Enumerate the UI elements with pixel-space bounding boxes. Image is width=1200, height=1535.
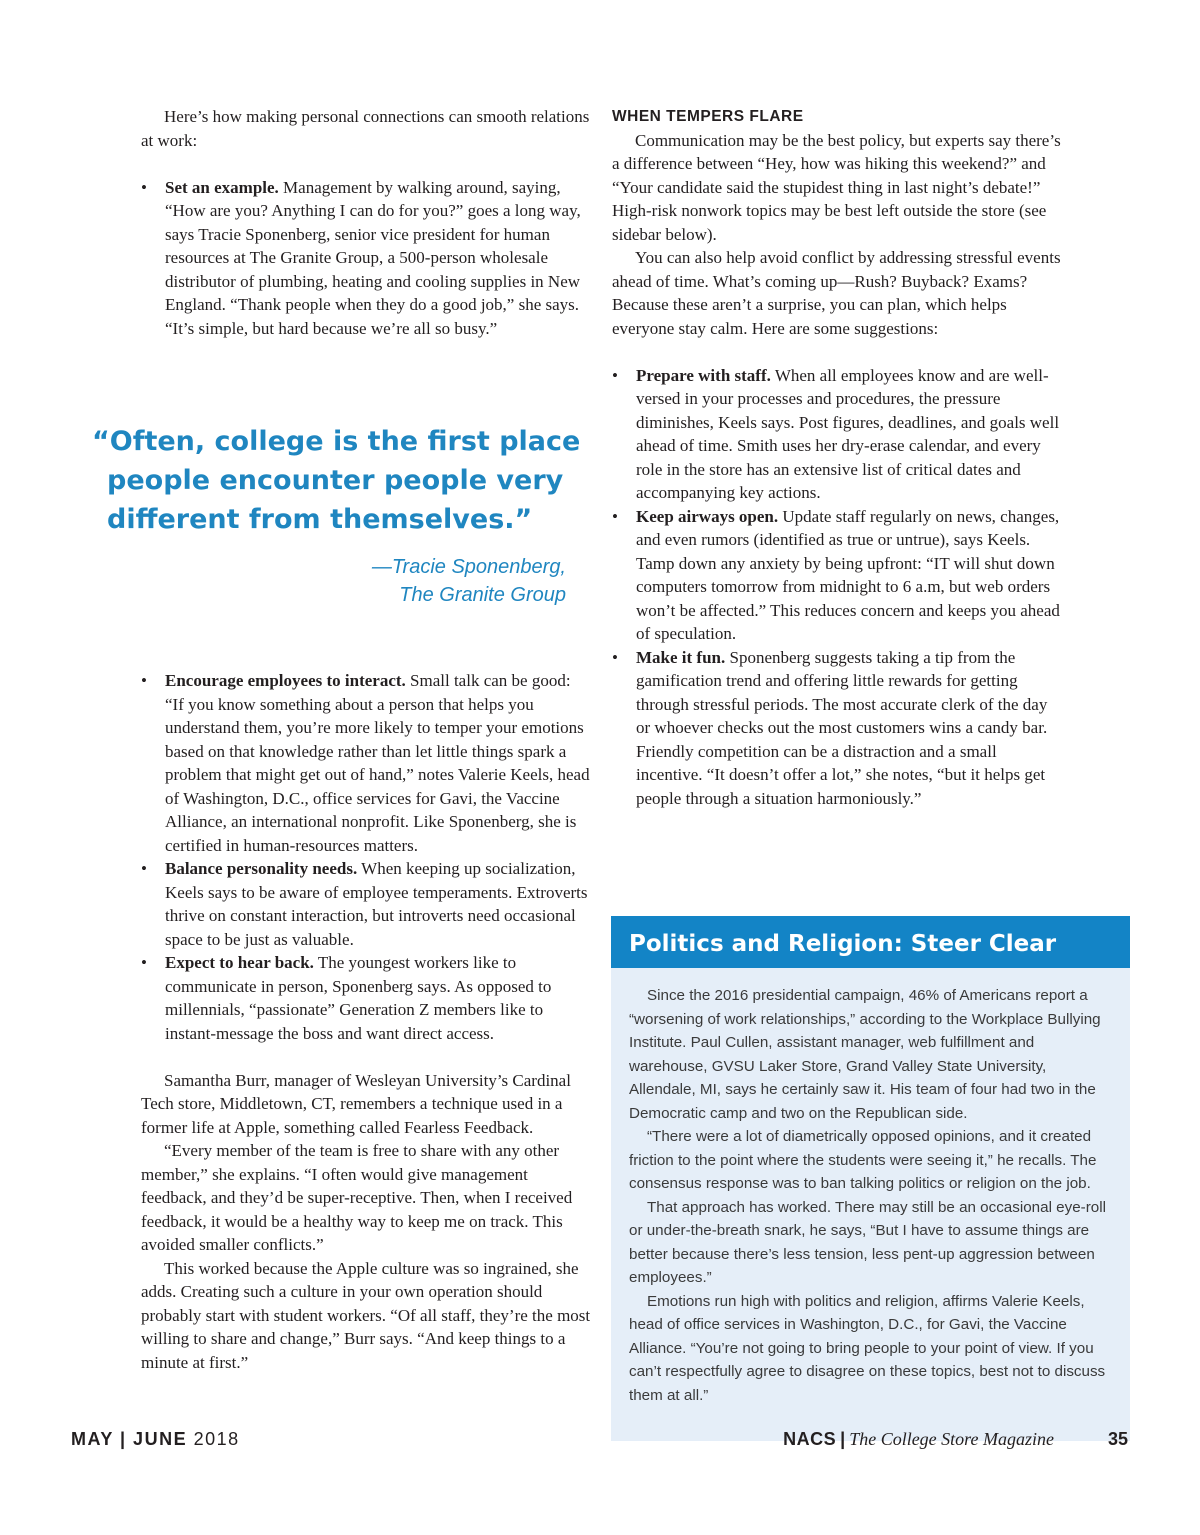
pull-quote xyxy=(92,422,581,609)
pull-quote-line: different from themselves.” xyxy=(107,504,533,535)
pull-quote-line: people encounter people very xyxy=(107,465,564,496)
sidebar-body xyxy=(611,968,1130,1407)
tip-lead: Keep airways open. xyxy=(636,506,779,526)
sidebar-paragraph: That approach has worked. There may still be an occasional eye-roll or under-the-breath snark, he says, “But I have to assume things are better because there’s less tension, less pent-up aggression between employees.” xyxy=(629,1198,1106,1286)
sidebar-box xyxy=(611,916,1130,1441)
left-column-top xyxy=(141,105,591,340)
spacer xyxy=(141,152,591,176)
magazine-title: The College Store Magazine xyxy=(849,1429,1054,1449)
body-paragraph: You can also help avoid conflict by addressing stressful events ahead of time. What’s coming up—Rush? Buyback? Exams? Because these aren’t a surprise, you can plan, which helps everyone stay calm. Here are some suggestions: xyxy=(612,248,1061,338)
sidebar-paragraph: Since the 2016 presidential campaign, 46% of Americans report a “worsening of work relationships,” according to the Workplace Bullying Institute. Paul Cullen, assistant manager, web fulfillment and warehouse, GVSU Laker Store, Grand Valley State University, Allendale, MI, says he certainly saw it. His team of four had two in the Democratic camp and two on the Republican side. xyxy=(629,987,1101,1122)
tip-expect-to-hear-back xyxy=(141,951,591,1045)
section-heading: WHEN TEMPERS FLARE xyxy=(612,108,804,125)
pull-quote-line: “Often, college is the first place xyxy=(92,426,581,457)
body-paragraph: This worked because the Apple culture was so ingrained, she adds. Creating such a culture in your own operation should probably start with student workers. “Of all staff, they’re the most willing to share and change,” Burr says. “And keep things to a minute at first.” xyxy=(141,1258,591,1372)
tip-text: Small talk can be good: “If you know something about a person that helps you understand them, you’re more likely to temper your emotions based on that knowledge rather than let little things spark a problem that might get out of hand,” notes Valerie Keels, head of Washington, D.C., office services for Gavi, the Vaccine Alliance, an international nonprofit. Like Sponenberg, she is certified in human-resources matters. xyxy=(165,671,590,855)
org-name: NACS xyxy=(783,1429,837,1449)
attribution-org: The Granite Group xyxy=(399,584,566,606)
tips-list-bottom xyxy=(141,669,591,1045)
tip-text: Management by walking around, saying, “How are you? Anything I can do for you?” goes a long way, says Tracie Sponenberg, senior vice president for human resources at The Granite Group, a 500-person wholesale distributor of plumbing, heating and cooling supplies in New England. “Thank people when they do a good job,” she says. “It’s simple, but hard because we’re all so busy.” xyxy=(165,177,581,338)
tip-balance-personality xyxy=(141,857,591,951)
tip-set-example xyxy=(141,176,591,341)
pull-quote-attribution xyxy=(92,553,572,609)
page-number: 35 xyxy=(1107,1429,1128,1449)
magazine-credit xyxy=(783,1429,1054,1450)
tip-keep-airways-open xyxy=(612,505,1062,646)
tip-prepare-with-staff xyxy=(612,364,1062,505)
page-footer xyxy=(0,1428,1200,1458)
spacer xyxy=(141,1045,591,1069)
tip-make-it-fun xyxy=(612,646,1062,811)
issue-year: 2018 xyxy=(187,1429,240,1449)
left-column-bottom xyxy=(141,669,591,1374)
tip-lead: Encourage employees to interact. xyxy=(165,671,406,690)
tip-text: Sponenberg suggests taking a tip from the gamification trend and offering little rewards for getting through stressful periods. The most accurate clerk of the day or whoever checks out the most customers wins a candy bar. Friendly competition can be a distraction and a small incentive. “It doesn’t offer a lot,” she notes, “but it helps get people through a situation harmoniously.” xyxy=(636,647,1048,808)
tip-text: When all employees know and are well-versed in your processes and procedures, the pressure diminishes, Keels says. Post figures, deadlines, and goals well ahead of time. Smith uses her dry-erase calendar, and every role in the store has an extensive list of critical dates and accompanying key actions. xyxy=(636,365,1060,502)
right-column xyxy=(612,105,1062,810)
issue-month: MAY | JUNE xyxy=(71,1429,188,1449)
tip-lead: Make it fun. xyxy=(636,647,726,667)
tip-encourage-interaction xyxy=(141,669,591,857)
tip-lead: Balance personality needs. xyxy=(165,859,358,878)
spacer xyxy=(612,340,1062,364)
sidebar-title: Politics and Religion: Steer Clear xyxy=(611,916,1130,968)
tip-lead: Prepare with staff. xyxy=(636,365,771,385)
sidebar-paragraph: “There were a lot of diametrically opposed opinions, and it created friction to the point where the students were seeing it,” he recalls. The consensus response was to ban talking politics or religion on the job. xyxy=(629,1128,1097,1192)
tips-list-top xyxy=(141,176,591,341)
tip-text: Update staff regularly on news, changes, and even rumors (identified as true or untrue), says Keels. Tamp down any anxiety by being upfront: “IT will shut down computers tomorrow from midnight to 6 a.m, but web orders won’t be affected.” This reduces concern and keeps you ahead of speculation. xyxy=(636,506,1060,643)
body-paragraph: “Every member of the team is free to share with any other member,” she explains. “I often would give management feedback, and they’d be super-receptive. Then, when I received feedback, it would be a healthy way to keep me on track. This avoided smaller conflicts.” xyxy=(141,1141,573,1254)
body-paragraph: Communication may be the best policy, but experts say there’s a difference between “Hey, how was hiking this weekend?” and “Your candidate said the stupidest thing in last night’s debate!” High-risk nonwork topics may be best left outside the store (see sidebar below). xyxy=(612,130,1061,244)
body-paragraph: Samantha Burr, manager of Wesleyan University’s Cardinal Tech store, Middletown, CT, remembers a technique used in a former life at Apple, something called Fearless Feedback. xyxy=(141,1070,571,1137)
attribution-name: —Tracie Sponenberg, xyxy=(371,556,566,578)
sidebar-paragraph: Emotions run high with politics and religion, affirms Valerie Keels, head of office services in Washington, D.C., for Gavi, the Vaccine Alliance. “You’re not going to bring people to your point of view. If you can’t respectfully agree to disagree on these topics, best not to discuss them at all.” xyxy=(629,1292,1106,1404)
issue-date xyxy=(71,1429,240,1450)
suggestions-list xyxy=(612,364,1062,811)
tip-text: The youngest workers like to communicate in person, Sponenberg says. As opposed to millennials, “passionate” Generation Z members like to instant-message the boss and want direct access. xyxy=(165,953,552,1043)
tip-lead: Set an example. xyxy=(165,177,279,197)
pull-quote-text xyxy=(92,422,581,539)
footer-separator: | xyxy=(840,1429,846,1449)
intro-paragraph: Here’s how making personal connections can smooth relations at work: xyxy=(141,107,590,150)
tip-text: When keeping up socialization, Keels says to be aware of employee temperaments. Extroverts thrive on constant interaction, but introverts need occasional space to be just as valuable. xyxy=(165,859,588,949)
tip-lead: Expect to hear back. xyxy=(165,953,314,972)
